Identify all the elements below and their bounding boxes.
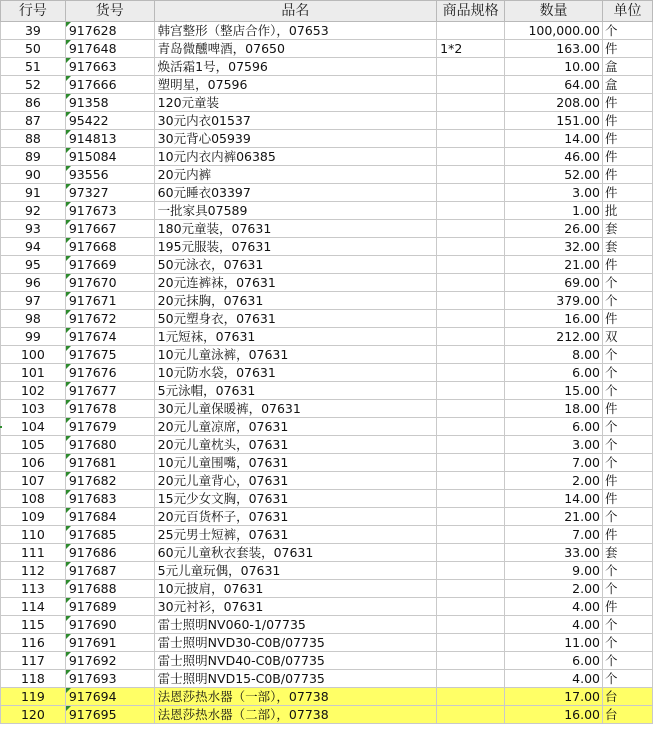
cell-row-no[interactable]: 95 (1, 256, 66, 274)
cell-code[interactable]: 917684 (65, 508, 154, 526)
table-row (1, 328, 653, 346)
cell-row-no[interactable]: 116 (1, 634, 66, 652)
cell-name[interactable]: 法恩莎热水器（一部），07738 (154, 688, 436, 706)
cell-spec[interactable] (437, 490, 505, 508)
cell-unit[interactable]: 个 (603, 274, 653, 292)
cell-code[interactable]: 917692 (65, 652, 154, 670)
cell-qty[interactable]: 100,000.00 (505, 22, 603, 40)
cell-unit[interactable]: 台 (603, 688, 653, 706)
cell-name[interactable]: 60元睡衣03397 (154, 184, 436, 202)
cell-code[interactable]: 917681 (65, 454, 154, 472)
cell-code[interactable]: 917663 (65, 58, 154, 76)
table-row (1, 166, 653, 184)
table-row (1, 490, 653, 508)
cell-code[interactable]: 917672 (65, 310, 154, 328)
cell-code[interactable]: 917648 (65, 40, 154, 58)
cell-name[interactable]: 60元儿童秋衣套装，07631 (154, 544, 436, 562)
cell-code[interactable]: 915084 (65, 148, 154, 166)
cell-name[interactable]: 焕活霜1号，07596 (154, 58, 436, 76)
cell-qty[interactable]: 8.00 (505, 346, 603, 364)
cell-row-no[interactable]: 108 (1, 490, 66, 508)
cell-row-no[interactable]: 90 (1, 166, 66, 184)
cell-row-no[interactable]: 89 (1, 148, 66, 166)
cell-spec[interactable] (437, 436, 505, 454)
cell-code[interactable]: 917695 (65, 706, 154, 724)
cell-spec[interactable] (437, 130, 505, 148)
cell-unit[interactable]: 个 (603, 418, 653, 436)
cell-name[interactable]: 5元泳帽，07631 (154, 382, 436, 400)
cell-unit[interactable]: 盒 (603, 76, 653, 94)
cell-unit[interactable]: 个 (603, 670, 653, 688)
cell-row-no[interactable]: 101 (1, 364, 66, 382)
cell-name[interactable]: 195元服装，07631 (154, 238, 436, 256)
table-row (1, 238, 653, 256)
cell-qty[interactable]: 18.00 (505, 400, 603, 418)
cell-spec[interactable] (437, 166, 505, 184)
cell-code[interactable]: 917685 (65, 526, 154, 544)
table-row (1, 112, 653, 130)
cell-row-no[interactable]: 107 (1, 472, 66, 490)
cell-qty[interactable]: 32.00 (505, 238, 603, 256)
cell-code[interactable]: 917678 (65, 400, 154, 418)
cell-unit[interactable]: 个 (603, 652, 653, 670)
cell-unit[interactable]: 件 (603, 184, 653, 202)
cell-unit[interactable]: 个 (603, 292, 653, 310)
header-qty[interactable]: 数量 (505, 1, 603, 22)
cell-unit[interactable]: 件 (603, 94, 653, 112)
cell-unit[interactable]: 件 (603, 490, 653, 508)
cell-qty[interactable]: 6.00 (505, 652, 603, 670)
cell-unit[interactable]: 双 (603, 328, 653, 346)
cell-unit[interactable]: 件 (603, 130, 653, 148)
cell-row-no[interactable]: 94 (1, 238, 66, 256)
cell-qty[interactable]: 4.00 (505, 616, 603, 634)
table-row (1, 436, 653, 454)
table-row (1, 58, 653, 76)
cell-unit[interactable]: 套 (603, 238, 653, 256)
cell-name[interactable]: 韩宫整形（整店合作），07653 (154, 22, 436, 40)
cell-name[interactable]: 20元抹胸，07631 (154, 292, 436, 310)
cell-code[interactable]: 917690 (65, 616, 154, 634)
cell-qty[interactable]: 52.00 (505, 166, 603, 184)
cell-qty[interactable]: 4.00 (505, 598, 603, 616)
cell-spec[interactable] (437, 112, 505, 130)
table-row (1, 292, 653, 310)
cell-spec[interactable] (437, 580, 505, 598)
cell-row-no[interactable]: 104 (1, 418, 66, 436)
table-row (1, 220, 653, 238)
cell-row-no[interactable]: 112 (1, 562, 66, 580)
cell-unit[interactable]: 盒 (603, 58, 653, 76)
table-row (1, 598, 653, 616)
cell-row-no[interactable]: 50 (1, 40, 66, 58)
cell-unit[interactable]: 个 (603, 382, 653, 400)
cell-qty[interactable]: 4.00 (505, 670, 603, 688)
cell-name[interactable]: 青岛微醺啤酒，07650 (154, 40, 436, 58)
cell-unit[interactable]: 个 (603, 436, 653, 454)
header-spec[interactable]: 商品规格 (437, 1, 505, 22)
cell-row-no[interactable]: 87 (1, 112, 66, 130)
table-row (1, 310, 653, 328)
cell-row-no[interactable]: 97 (1, 292, 66, 310)
table-row (1, 94, 653, 112)
cell-qty[interactable]: 7.00 (505, 454, 603, 472)
cell-name[interactable]: 20元儿童凉席，07631 (154, 418, 436, 436)
cell-row-no[interactable]: 98 (1, 310, 66, 328)
cell-name[interactable]: 1元短袜，07631 (154, 328, 436, 346)
cell-unit[interactable]: 件 (603, 310, 653, 328)
cell-spec[interactable] (437, 184, 505, 202)
cell-unit[interactable]: 个 (603, 454, 653, 472)
table-row (1, 616, 653, 634)
cell-name[interactable]: 一批家具07589 (154, 202, 436, 220)
cell-qty[interactable]: 46.00 (505, 148, 603, 166)
cell-row-no[interactable]: 111 (1, 544, 66, 562)
table-row (1, 184, 653, 202)
cell-name[interactable]: 雷士照明NVD40-C0B/07735 (154, 652, 436, 670)
cell-spec[interactable] (437, 652, 505, 670)
cell-row-no[interactable]: 117 (1, 652, 66, 670)
cell-unit[interactable]: 件 (603, 526, 653, 544)
cell-qty[interactable]: 2.00 (505, 580, 603, 598)
cell-qty[interactable]: 11.00 (505, 634, 603, 652)
cell-name[interactable]: 50元塑身衣，07631 (154, 310, 436, 328)
table-row (1, 148, 653, 166)
cell-name[interactable]: 雷士照明NVD15-C0B/07735 (154, 670, 436, 688)
cell-qty[interactable]: 212.00 (505, 328, 603, 346)
cell-row-no[interactable]: 91 (1, 184, 66, 202)
cell-code[interactable]: 917676 (65, 364, 154, 382)
cell-name[interactable]: 10元儿童围嘴，07631 (154, 454, 436, 472)
table-row (1, 688, 653, 706)
cell-unit[interactable]: 件 (603, 256, 653, 274)
cell-code[interactable]: 917673 (65, 202, 154, 220)
cell-spec[interactable] (437, 310, 505, 328)
cell-name[interactable]: 30元内衣01537 (154, 112, 436, 130)
cell-row-no[interactable]: 96 (1, 274, 66, 292)
cell-qty[interactable]: 21.00 (505, 508, 603, 526)
table-row (1, 274, 653, 292)
cell-row-no[interactable]: 120 (1, 706, 66, 724)
cell-row-no[interactable]: 115 (1, 616, 66, 634)
table-row (1, 634, 653, 652)
cell-code[interactable]: 917691 (65, 634, 154, 652)
cell-row-no[interactable]: 51 (1, 58, 66, 76)
cell-spec[interactable] (437, 364, 505, 382)
table-row (1, 652, 653, 670)
cell-row-no[interactable]: 103 (1, 400, 66, 418)
table-row (1, 562, 653, 580)
cell-spec[interactable] (437, 346, 505, 364)
cell-qty[interactable]: 16.00 (505, 706, 603, 724)
cell-code[interactable]: 917687 (65, 562, 154, 580)
cell-row-no[interactable]: 99 (1, 328, 66, 346)
cell-qty[interactable]: 3.00 (505, 436, 603, 454)
cell-unit[interactable]: 个 (603, 616, 653, 634)
cell-qty[interactable]: 9.00 (505, 562, 603, 580)
cell-code[interactable]: 97327 (65, 184, 154, 202)
cell-code[interactable]: 917682 (65, 472, 154, 490)
table-row (1, 202, 653, 220)
cell-unit[interactable]: 件 (603, 40, 653, 58)
cell-spec[interactable] (437, 58, 505, 76)
cell-unit[interactable]: 个 (603, 508, 653, 526)
cell-name[interactable]: 15元少女文胸，07631 (154, 490, 436, 508)
cell-row-no[interactable]: 102 (1, 382, 66, 400)
cell-code[interactable]: 914813 (65, 130, 154, 148)
cell-row-no[interactable]: 86 (1, 94, 66, 112)
grid-body (1, 22, 653, 724)
cell-qty[interactable]: 69.00 (505, 274, 603, 292)
cell-row-no[interactable]: 52 (1, 76, 66, 94)
cell-unit[interactable]: 个 (603, 562, 653, 580)
cell-spec[interactable] (437, 382, 505, 400)
cell-unit[interactable]: 套 (603, 220, 653, 238)
cell-spec[interactable]: 1*2 (437, 40, 505, 58)
cell-qty[interactable]: 2.00 (505, 472, 603, 490)
table-row (1, 670, 653, 688)
cell-spec[interactable] (437, 454, 505, 472)
cell-unit[interactable]: 件 (603, 598, 653, 616)
cell-name[interactable]: 10元儿童泳裤，07631 (154, 346, 436, 364)
header-unit[interactable]: 单位 (603, 1, 653, 22)
cell-spec[interactable] (437, 76, 505, 94)
cell-code[interactable]: 917667 (65, 220, 154, 238)
cell-unit[interactable]: 件 (603, 472, 653, 490)
cell-qty[interactable]: 21.00 (505, 256, 603, 274)
cell-spec[interactable] (437, 22, 505, 40)
cell-name[interactable]: 10元防水袋，07631 (154, 364, 436, 382)
cell-row-no[interactable]: 88 (1, 130, 66, 148)
cell-row-no[interactable]: 113 (1, 580, 66, 598)
cell-code[interactable]: 917668 (65, 238, 154, 256)
cell-unit[interactable]: 件 (603, 400, 653, 418)
cell-code[interactable]: 917666 (65, 76, 154, 94)
table-row (1, 472, 653, 490)
cell-spec[interactable] (437, 274, 505, 292)
cell-row-no[interactable]: 92 (1, 202, 66, 220)
table-row (1, 256, 653, 274)
cell-row-no[interactable]: 100 (1, 346, 66, 364)
cell-row-no[interactable]: 118 (1, 670, 66, 688)
cell-spec[interactable] (437, 526, 505, 544)
cell-name[interactable]: 20元百货杯子，07631 (154, 508, 436, 526)
header-row (1, 1, 653, 22)
cell-spec[interactable] (437, 220, 505, 238)
cell-name[interactable]: 20元儿童枕头，07631 (154, 436, 436, 454)
cell-unit[interactable]: 个 (603, 580, 653, 598)
cell-row-no[interactable]: 106 (1, 454, 66, 472)
cell-unit[interactable]: 件 (603, 166, 653, 184)
table-row (1, 76, 653, 94)
cell-spec[interactable] (437, 634, 505, 652)
cell-row-no[interactable]: 114 (1, 598, 66, 616)
cell-code[interactable]: 917683 (65, 490, 154, 508)
table-row (1, 22, 653, 40)
cell-code[interactable]: 917628 (65, 22, 154, 40)
cell-unit[interactable]: 个 (603, 364, 653, 382)
cell-code[interactable]: 917694 (65, 688, 154, 706)
cell-code[interactable]: 917669 (65, 256, 154, 274)
table-row (1, 418, 653, 436)
cell-spec[interactable] (437, 616, 505, 634)
cell-qty[interactable]: 15.00 (505, 382, 603, 400)
header-row-no[interactable]: 行号 (1, 1, 66, 22)
table-row (1, 706, 653, 724)
cell-row-no[interactable]: 119 (1, 688, 66, 706)
cell-name[interactable]: 10元披肩，07631 (154, 580, 436, 598)
cell-spec[interactable] (437, 508, 505, 526)
cell-name[interactable]: 塑明星，07596 (154, 76, 436, 94)
cell-name[interactable]: 雷士照明NV060-1/07735 (154, 616, 436, 634)
cell-code[interactable]: 917675 (65, 346, 154, 364)
cell-code[interactable]: 917670 (65, 274, 154, 292)
cell-qty[interactable]: 163.00 (505, 40, 603, 58)
cell-name[interactable]: 法恩莎热水器（二部），07738 (154, 706, 436, 724)
table-row (1, 526, 653, 544)
cell-name[interactable]: 25元男士短裤，07631 (154, 526, 436, 544)
cell-unit[interactable]: 批 (603, 202, 653, 220)
cell-spec[interactable] (437, 598, 505, 616)
cell-name[interactable]: 20元内裤 (154, 166, 436, 184)
cell-qty[interactable]: 151.00 (505, 112, 603, 130)
cell-name[interactable]: 120元童装 (154, 94, 436, 112)
cell-qty[interactable]: 10.00 (505, 58, 603, 76)
cell-code[interactable]: 95422 (65, 112, 154, 130)
cell-code[interactable]: 917679 (65, 418, 154, 436)
cell-code[interactable]: 917686 (65, 544, 154, 562)
table-row (1, 130, 653, 148)
cell-name[interactable]: 10元内衣内裤06385 (154, 148, 436, 166)
cell-unit[interactable]: 件 (603, 112, 653, 130)
header-code[interactable]: 货号 (65, 1, 154, 22)
cell-spec[interactable] (437, 202, 505, 220)
cell-qty[interactable]: 208.00 (505, 94, 603, 112)
cell-spec[interactable] (437, 256, 505, 274)
cell-name[interactable]: 20元儿童背心，07631 (154, 472, 436, 490)
table-row (1, 508, 653, 526)
cell-row-no[interactable]: 105 (1, 436, 66, 454)
table-row (1, 382, 653, 400)
cell-row-no[interactable]: 109 (1, 508, 66, 526)
cell-code[interactable]: 917680 (65, 436, 154, 454)
cell-unit[interactable]: 套 (603, 544, 653, 562)
cell-qty[interactable]: 7.00 (505, 526, 603, 544)
cell-unit[interactable]: 个 (603, 346, 653, 364)
cell-qty[interactable]: 14.00 (505, 490, 603, 508)
cell-name[interactable]: 雷士照明NVD30-C0B/07735 (154, 634, 436, 652)
cell-qty[interactable]: 64.00 (505, 76, 603, 94)
cell-spec[interactable] (437, 688, 505, 706)
cell-spec[interactable] (437, 670, 505, 688)
table-row (1, 454, 653, 472)
cell-qty[interactable]: 14.00 (505, 130, 603, 148)
cell-code[interactable]: 917677 (65, 382, 154, 400)
table-row (1, 40, 653, 58)
cell-qty[interactable]: 6.00 (505, 418, 603, 436)
cell-spec[interactable] (437, 292, 505, 310)
cell-row-no[interactable]: 39 (1, 22, 66, 40)
table-row (1, 544, 653, 562)
cell-spec[interactable] (437, 238, 505, 256)
table-row (1, 580, 653, 598)
table-row (1, 364, 653, 382)
cell-spec[interactable] (437, 562, 505, 580)
cell-code[interactable]: 917693 (65, 670, 154, 688)
cell-name[interactable]: 20元连裤袜，07631 (154, 274, 436, 292)
cell-name[interactable]: 5元儿童玩偶，07631 (154, 562, 436, 580)
cell-qty[interactable]: 379.00 (505, 292, 603, 310)
cell-name[interactable]: 30元衬衫，07631 (154, 598, 436, 616)
cell-row-no[interactable]: 110 (1, 526, 66, 544)
cell-qty[interactable]: 16.00 (505, 310, 603, 328)
cell-code[interactable]: 917689 (65, 598, 154, 616)
table-row (1, 346, 653, 364)
cell-code[interactable]: 917674 (65, 328, 154, 346)
cell-qty[interactable]: 3.00 (505, 184, 603, 202)
left-edge-marker (0, 426, 2, 428)
cell-name[interactable]: 180元童装，07631 (154, 220, 436, 238)
cell-qty[interactable]: 17.00 (505, 688, 603, 706)
cell-code[interactable]: 91358 (65, 94, 154, 112)
cell-code[interactable]: 917688 (65, 580, 154, 598)
cell-name[interactable]: 30元背心05939 (154, 130, 436, 148)
cell-spec[interactable] (437, 544, 505, 562)
cell-name[interactable]: 50元泳衣，07631 (154, 256, 436, 274)
cell-name[interactable]: 30元儿童保暖裤，07631 (154, 400, 436, 418)
cell-qty[interactable]: 26.00 (505, 220, 603, 238)
cell-unit[interactable]: 个 (603, 22, 653, 40)
table-row (1, 400, 653, 418)
cell-qty[interactable]: 6.00 (505, 364, 603, 382)
cell-spec[interactable] (437, 328, 505, 346)
cell-spec[interactable] (437, 400, 505, 418)
cell-unit[interactable]: 个 (603, 634, 653, 652)
cell-row-no[interactable]: 93 (1, 220, 66, 238)
cell-unit[interactable]: 件 (603, 148, 653, 166)
cell-qty[interactable]: 1.00 (505, 202, 603, 220)
cell-qty[interactable]: 33.00 (505, 544, 603, 562)
cell-unit[interactable]: 台 (603, 706, 653, 724)
cell-spec[interactable] (437, 94, 505, 112)
cell-spec[interactable] (437, 706, 505, 724)
cell-spec[interactable] (437, 472, 505, 490)
cell-code[interactable]: 93556 (65, 166, 154, 184)
cell-spec[interactable] (437, 148, 505, 166)
cell-code[interactable]: 917671 (65, 292, 154, 310)
header-name[interactable]: 品名 (154, 1, 436, 22)
cell-spec[interactable] (437, 418, 505, 436)
